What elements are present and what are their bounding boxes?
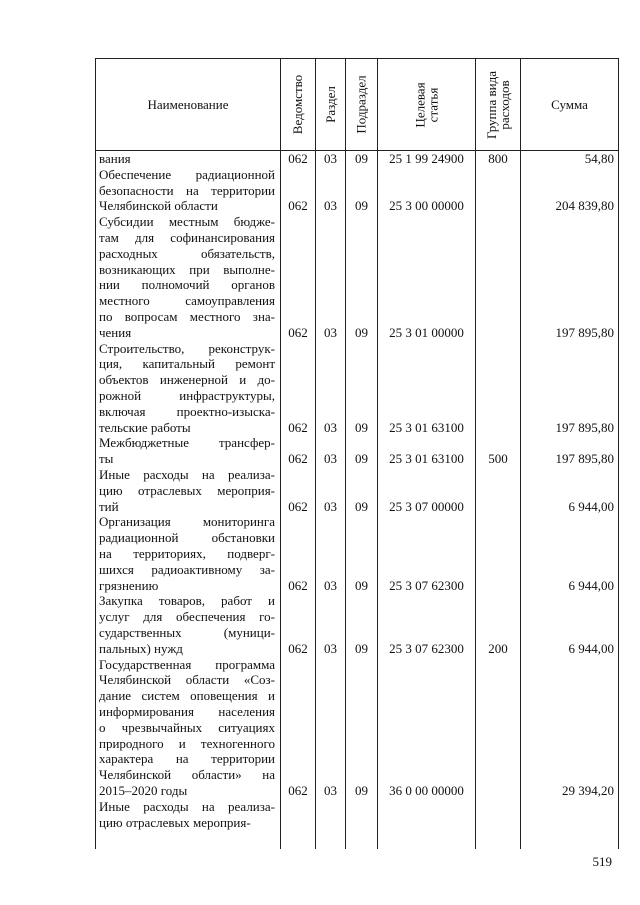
cell-sum: 197 895,80 (555, 419, 614, 435)
cell-subsection: 09 (355, 498, 368, 514)
table-row (95, 214, 619, 340)
header-sum (521, 59, 618, 150)
row-name-line: Обеспечение радиационной (99, 166, 275, 182)
cell-section: 03 (324, 577, 337, 593)
row-name-line: радиационной обстановки (99, 530, 275, 546)
cell-group: 200 (488, 640, 508, 656)
header-dept (281, 59, 315, 150)
cell-sum: 6 944,00 (568, 577, 614, 593)
row-name-line: дание систем оповещения и (99, 688, 275, 704)
cell-dept: 062 (288, 782, 308, 798)
row-values (95, 325, 619, 341)
row-name-line: местного самоуправления (99, 293, 275, 309)
cell-section: 03 (324, 451, 337, 467)
row-values (95, 198, 619, 214)
row-name-line: Межбюджетные трансфер- (99, 435, 275, 451)
header-subsection-label: Подраздел (354, 75, 370, 134)
header-group-line1: Группа вида (484, 70, 500, 139)
cell-group: 800 (488, 151, 508, 166)
table-row (95, 167, 619, 214)
row-name-line: ты (99, 451, 114, 467)
header-target (378, 59, 475, 150)
row-values (95, 420, 619, 436)
row-name-line: тий (99, 498, 119, 514)
header-group-label (485, 71, 511, 139)
header-section-label: Раздел (323, 86, 338, 123)
row-name-line: тельские работы (99, 419, 191, 435)
row-name-line: объектов инженерной и до- (99, 372, 275, 388)
row-name-line: вания (99, 151, 131, 166)
row-name-line: чения (99, 324, 132, 340)
row-name-line: о чрезвычайных ситуациях (99, 719, 275, 735)
row-name-line: Челябинской области (99, 198, 218, 214)
cell-subsection: 09 (355, 324, 368, 340)
cell-sum: 54,80 (584, 151, 614, 166)
cell-section: 03 (324, 324, 337, 340)
row-name-line: информирования населения (99, 703, 275, 719)
row-name-line: рожной инфраструктуры, (99, 387, 275, 403)
cell-section: 03 (324, 419, 337, 435)
row-name-line: Иные расходы на реализа- (99, 467, 275, 482)
row-values (95, 451, 619, 467)
header-target-label (413, 82, 439, 127)
cell-subsection: 09 (355, 640, 368, 656)
row-values (95, 499, 619, 515)
table-row (95, 435, 619, 467)
table-row (95, 514, 619, 593)
row-name-line: Строительство, реконструк- (99, 340, 275, 356)
row-name-line: расходных обязательств, (99, 245, 275, 261)
row-values (95, 815, 619, 831)
row-name-line: безопасности на территории (99, 182, 275, 198)
budget-table (95, 58, 619, 849)
cell-sum: 197 895,80 (555, 451, 614, 467)
row-name-line: природного и техногенного (99, 735, 275, 751)
row-name-line: Челябинской области «Соз- (99, 672, 275, 688)
row-name-line: включая проектно-изыска- (99, 403, 275, 419)
cell-dept: 062 (288, 498, 308, 514)
cell-sum: 6 944,00 (568, 498, 614, 514)
row-name (99, 657, 275, 799)
table-row (95, 593, 619, 656)
cell-subsection: 09 (355, 151, 368, 166)
row-name (99, 214, 275, 340)
row-name-line: на территориях, подверг- (99, 545, 275, 561)
cell-sum: 204 839,80 (555, 198, 614, 214)
row-name-line: услуг для обеспечения го- (99, 609, 275, 625)
row-name-line: там для софинансирования (99, 229, 275, 245)
row-name-line: ция, капитальный ремонт (99, 356, 275, 372)
cell-target: 25 1 99 24900 (389, 151, 464, 166)
row-values (95, 151, 619, 167)
row-name-line: Организация мониторинга (99, 514, 275, 530)
cell-sum: 197 895,80 (555, 324, 614, 340)
cell-target: 25 3 01 63100 (389, 451, 464, 467)
cell-target: 36 0 00 00000 (389, 782, 464, 798)
header-section (316, 59, 345, 150)
cell-dept: 062 (288, 324, 308, 340)
cell-section: 03 (324, 198, 337, 214)
row-name-line: Субсидии местным бюдже- (99, 214, 275, 230)
row-name-line: цию отраслевых мероприя- (99, 482, 275, 498)
row-name-line: нии полномочий органов (99, 277, 275, 293)
page-number: 519 (592, 854, 612, 869)
row-name-line: пальных) нужд (99, 640, 183, 656)
table-row (95, 657, 619, 799)
cell-target: 25 3 00 00000 (389, 198, 464, 214)
cell-subsection: 09 (355, 198, 368, 214)
cell-group: 500 (488, 451, 508, 467)
cell-sum: 29 394,20 (562, 782, 614, 798)
cell-subsection: 09 (355, 419, 368, 435)
row-name-line: 2015–2020 годы (99, 782, 188, 798)
row-name-line: возникающих при выполне- (99, 261, 275, 277)
row-name-line: Закупка товаров, работ и (99, 593, 275, 609)
cell-subsection: 09 (355, 782, 368, 798)
row-values (95, 641, 619, 657)
cell-target: 25 3 01 00000 (389, 324, 464, 340)
cell-section: 03 (324, 640, 337, 656)
row-values (95, 783, 619, 799)
row-name-line: цию отраслевых мероприя- (99, 814, 251, 830)
cell-subsection: 09 (355, 577, 368, 593)
cell-section: 03 (324, 151, 337, 166)
cell-dept: 062 (288, 577, 308, 593)
table-row (95, 151, 619, 167)
row-name-line: грязнению (99, 577, 159, 593)
header-target-line2: статья (425, 87, 441, 122)
row-name-line: сударственных (муници- (99, 624, 275, 640)
header-sum-label: Сумма (551, 96, 588, 112)
row-name-line: Челябинской области» на (99, 767, 275, 783)
table-row (95, 467, 619, 514)
cell-target: 25 3 07 62300 (389, 640, 464, 656)
header-subsection (346, 59, 377, 150)
row-name-line: по вопросам местного зна- (99, 308, 275, 324)
cell-target: 25 3 07 62300 (389, 577, 464, 593)
cell-dept: 062 (288, 451, 308, 467)
cell-sum: 6 944,00 (568, 640, 614, 656)
cell-section: 03 (324, 498, 337, 514)
header-group (476, 59, 520, 150)
header-group-line2: расходов (497, 79, 513, 130)
row-name-line: Иные расходы на реализа- (99, 798, 275, 814)
cell-dept: 062 (288, 640, 308, 656)
cell-dept: 062 (288, 151, 308, 166)
cell-section: 03 (324, 782, 337, 798)
table-row (95, 799, 619, 831)
header-target-line1: Целевая (412, 81, 428, 128)
cell-target: 25 3 01 63100 (389, 419, 464, 435)
table-row (95, 341, 619, 436)
cell-target: 25 3 07 00000 (389, 498, 464, 514)
header-name-label: Наименование (147, 96, 229, 112)
header-dept-label: Ведомство (290, 74, 306, 135)
row-values (95, 578, 619, 594)
row-name-line: Государственная программа (99, 656, 275, 672)
header-name (96, 59, 280, 150)
cell-dept: 062 (288, 198, 308, 214)
row-name-line: характера на территории (99, 751, 275, 767)
row-name-line: шихся радиоактивному за- (99, 561, 275, 577)
cell-dept: 062 (288, 419, 308, 435)
cell-subsection: 09 (355, 451, 368, 467)
